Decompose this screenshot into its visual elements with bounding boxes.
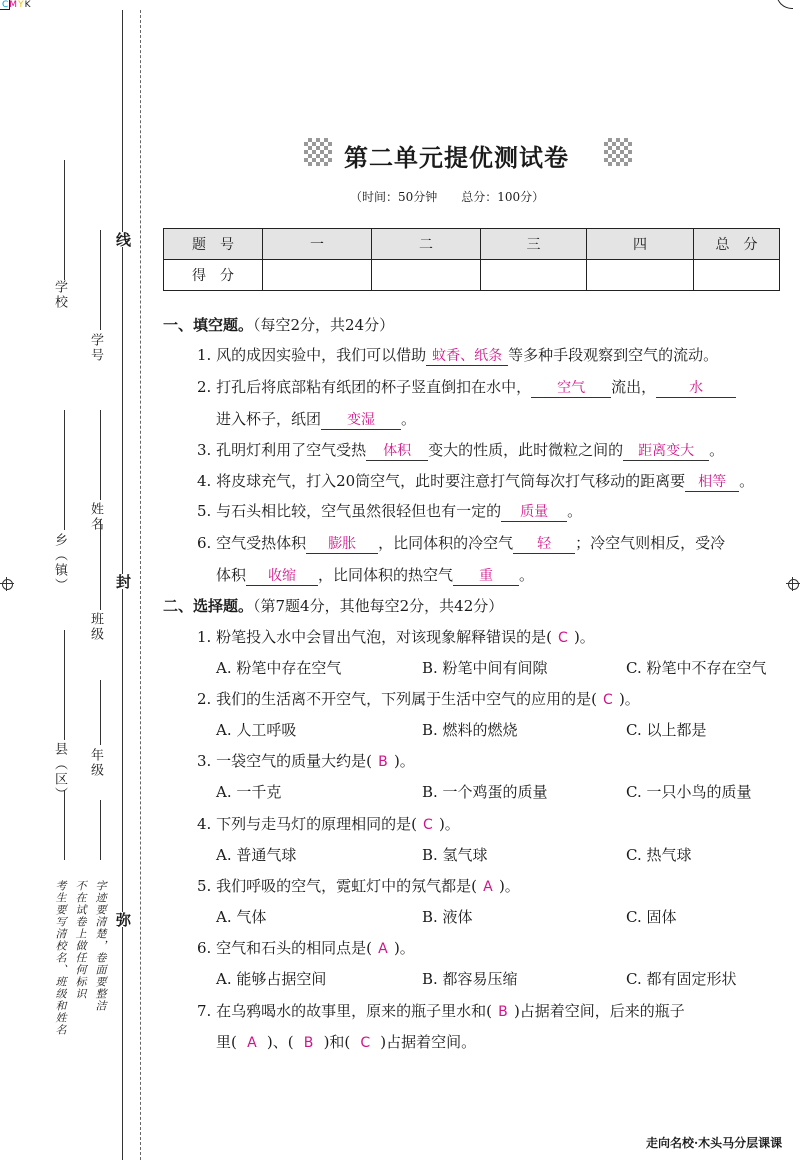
county-extra-line: [64, 790, 65, 860]
answer-choice[interactable]: B: [498, 1004, 508, 1020]
answer-blank[interactable]: 体积: [366, 440, 428, 461]
q-text: )占据着空间，后来的瓶子: [513, 1002, 685, 1020]
choice-question-3: [197, 750, 415, 771]
q-text: 4. 下列与走马灯的原理相同的是(: [197, 815, 417, 833]
option-a: A. 一千克: [216, 783, 282, 801]
checker-decoration-left: [304, 138, 332, 166]
header-cell: 总 分: [694, 229, 780, 260]
q-text: )。: [393, 939, 415, 957]
seal-word-close: 弥: [114, 912, 132, 927]
score-cell[interactable]: [481, 260, 587, 291]
score-row-label: 得 分: [164, 260, 263, 291]
page-title-block: [300, 134, 640, 176]
county-field[interactable]: [64, 630, 65, 740]
option-a: A. 能够占据空间: [216, 970, 327, 988]
page-title: 第二单元提优测试卷: [344, 144, 569, 172]
county-label: 县（区）: [52, 742, 67, 802]
option-a: A. 普通气球: [216, 846, 297, 864]
section-1-note: （每空2分，共24分）: [253, 316, 395, 334]
registration-mark-right: [786, 577, 800, 591]
header-cell: 二: [372, 229, 481, 260]
q-text: 6. 空气和石头的相同点是(: [197, 939, 372, 957]
binding-note-3: 字迹要清楚，卷面要整洁: [94, 880, 107, 1012]
answer-choice[interactable]: C: [603, 692, 613, 708]
q-text: )。: [498, 877, 520, 895]
option-c: C. 粉笔中不存在空气: [626, 659, 767, 677]
q-text: )和(: [323, 1033, 351, 1051]
crop-mark-top-right: [776, 0, 793, 9]
answer-choice[interactable]: C: [423, 817, 433, 833]
choice-question-1: [197, 626, 595, 647]
answer-choice[interactable]: A: [483, 879, 493, 895]
option-b: B. 燃料的燃烧: [422, 721, 518, 739]
answer-blank[interactable]: 膨胀: [306, 533, 378, 554]
q-text: 。: [709, 441, 725, 459]
registration-mark-left: [0, 577, 14, 591]
q-text: )。: [618, 690, 640, 708]
town-label: 乡（镇）: [52, 533, 67, 593]
crop-mark-top-left: [0, 0, 10, 10]
choice-question-4: [197, 813, 460, 834]
answer-blank[interactable]: 蚊香、纸条: [426, 345, 508, 366]
checker-decoration-right: [604, 138, 632, 166]
q-text: 3. 一袋空气的质量大约是(: [197, 752, 372, 770]
option-a: A. 人工呼吸: [216, 721, 297, 739]
mark-c: C: [2, 0, 10, 10]
header-cell: 一: [263, 229, 372, 260]
q-text: 5. 与石头相比较，空气虽然很轻但也有一定的: [197, 502, 502, 520]
binding-fold-line: [140, 10, 141, 1160]
section-1-title: 一、填空题。: [163, 316, 254, 334]
section-1-heading: [163, 314, 394, 335]
q-text: 里(: [216, 1033, 237, 1051]
option-a: A. 气体: [216, 908, 267, 926]
option-c: C. 以上都是: [626, 721, 707, 739]
header-cell: 四: [587, 229, 694, 260]
option-b: B. 液体: [422, 908, 473, 926]
answer-choice[interactable]: A: [378, 941, 388, 957]
town-field[interactable]: [64, 410, 65, 530]
footer-brand: 走向名校·木头马分层课课: [646, 1136, 783, 1150]
score-cell[interactable]: [694, 260, 780, 291]
school-field[interactable]: [64, 160, 65, 280]
class-label: 班级: [88, 612, 103, 642]
header-cell: 题 号: [164, 229, 263, 260]
q-text: 。: [739, 472, 755, 490]
seal-word-seal: 封: [114, 574, 132, 589]
choice-question-6: [197, 937, 415, 958]
q-text: )占据着空间。: [380, 1033, 477, 1051]
q-text: 6. 空气受热体积: [197, 534, 307, 552]
option-b: B. 都容易压缩: [422, 970, 518, 988]
mark-m: M: [9, 0, 19, 10]
q-text: ；冷空气则相反，受冷: [575, 534, 726, 552]
option-b: B. 氢气球: [422, 846, 488, 864]
q-text: 7. 在乌鸦喝水的故事里，原来的瓶子里水和(: [197, 1002, 492, 1020]
q-text: 3. 孔明灯利用了空气受热: [197, 441, 367, 459]
q-text: 。: [401, 410, 417, 428]
fill-question-3: [197, 439, 724, 461]
q-text: )。: [393, 752, 415, 770]
answer-blank[interactable]: 水: [656, 377, 736, 398]
score-table-header-row: [164, 229, 780, 260]
fill-question-1: [197, 344, 718, 366]
answer-blank[interactable]: 质量: [501, 501, 567, 522]
fill-question-6: [197, 532, 725, 554]
answer-choice[interactable]: C: [360, 1035, 371, 1051]
option-b: B. 一个鸡蛋的质量: [422, 783, 548, 801]
fill-question-4: [197, 470, 754, 492]
binding-note-1: 考生要写清校名、班级和姓名: [54, 880, 67, 1036]
header-cell: 三: [481, 229, 587, 260]
answer-blank[interactable]: 收缩: [246, 565, 318, 586]
seal-word-line: 线: [114, 232, 132, 247]
score-table: [163, 228, 780, 291]
grade-extra-line: [100, 800, 101, 860]
mark-y: Y: [18, 0, 25, 10]
answer-choice[interactable]: B: [378, 754, 388, 770]
q-text: 变大的性质，此时微粒之间的: [428, 441, 624, 459]
q-text: 进入杯子，纸团: [216, 410, 322, 428]
grade-field[interactable]: [100, 680, 101, 745]
q-text: )、(: [266, 1033, 294, 1051]
section-2-heading: [163, 595, 503, 616]
option-c: C. 一只小鸟的质量: [626, 783, 752, 801]
answer-blank[interactable]: 相等: [685, 471, 739, 492]
fill-question-5: [197, 500, 582, 522]
answer-blank[interactable]: 重: [453, 565, 519, 586]
answer-choice[interactable]: B: [303, 1035, 314, 1051]
student-number-field[interactable]: [100, 230, 101, 330]
choice-question-2: [197, 688, 640, 709]
school-label: 学校: [52, 280, 67, 310]
answer-blank[interactable]: 距离变大: [623, 440, 709, 461]
binding-note-2: 不在试卷上做任何标识: [74, 880, 87, 1000]
name-label: 姓名: [88, 502, 103, 532]
q-text: 。: [519, 566, 535, 584]
option-c: C. 固体: [626, 908, 677, 926]
q-text: ，比同体积的热空气: [318, 566, 454, 584]
mark-k: K: [24, 0, 32, 10]
q-text: 4. 将皮球充气，打入20筒空气，此时要注意打气筒每次打气移动的距离要: [197, 472, 686, 490]
student-number-label: 学号: [88, 333, 103, 363]
q-text: 5. 我们呼吸的空气，霓虹灯中的氖气都是(: [197, 877, 477, 895]
score-table-score-row: [164, 260, 780, 291]
answer-blank[interactable]: 空气: [531, 377, 611, 398]
option-c: C. 都有固定形状: [626, 970, 737, 988]
option-b: B. 粉笔中间有间隙: [422, 659, 548, 677]
q-text: )。: [573, 628, 595, 646]
score-cell[interactable]: [587, 260, 694, 291]
answer-choice[interactable]: A: [247, 1035, 257, 1051]
q-text: 。: [567, 502, 583, 520]
fill-question-6-cont: [216, 564, 534, 586]
grade-label: 年级: [88, 748, 103, 778]
score-cell[interactable]: [263, 260, 372, 291]
class-field[interactable]: [100, 520, 101, 610]
score-cell[interactable]: [372, 260, 481, 291]
answer-blank[interactable]: 轻: [513, 533, 575, 554]
q-text: 1. 粉笔投入水中会冒出气泡，对该现象解释错误的是(: [197, 628, 552, 646]
choice-question-7: [197, 1000, 685, 1021]
q-text: 1. 风的成因实验中，我们可以借助: [197, 346, 427, 364]
name-field[interactable]: [100, 410, 101, 500]
choice-question-7-cont: [216, 1031, 476, 1052]
q-text: 等多种手段观察到空气的流动。: [508, 346, 719, 364]
section-2-title: 二、选择题。: [163, 597, 254, 615]
q-text: 流出，: [611, 378, 657, 396]
q-text: 2. 我们的生活离不开空气，下列属于生活中空气的应用的是(: [197, 690, 597, 708]
q-text: 体积: [216, 566, 247, 584]
section-2-note: （第7题4分，其他每空2分，共42分）: [253, 597, 504, 615]
answer-blank[interactable]: 变湿: [321, 409, 401, 430]
exam-subtitle: （时间：50分钟 总分：100分）: [350, 190, 545, 204]
q-text: 2. 打孔后将底部粘有纸团的杯子竖直倒扣在水中，: [197, 378, 532, 396]
choice-question-5: [197, 875, 520, 896]
answer-choice[interactable]: C: [558, 630, 568, 646]
option-a: A. 粉笔中存在空气: [216, 659, 342, 677]
q-text: ，比同体积的冷空气: [378, 534, 514, 552]
option-c: C. 热气球: [626, 846, 692, 864]
fill-question-2-cont: [216, 408, 416, 430]
fill-question-2: [197, 376, 736, 398]
q-text: )。: [438, 815, 460, 833]
